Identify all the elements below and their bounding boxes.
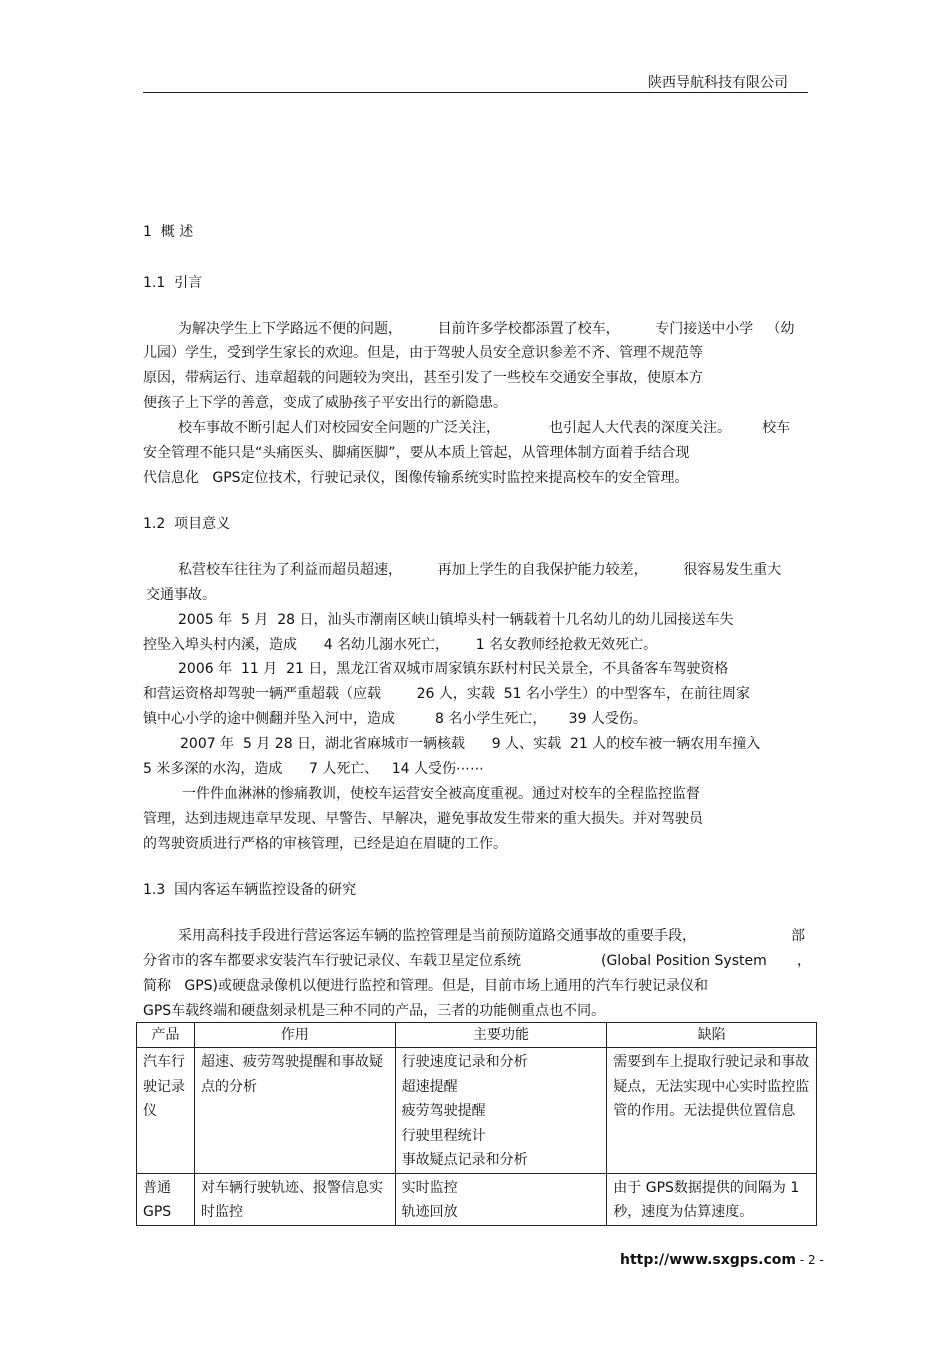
body-text-line: 部 <box>791 928 805 944</box>
product-cell: 普通GPS <box>137 1173 195 1225</box>
body-text-line: 简称 GPS)或硬盘录像机以便进行监控和管理。但是，目前市场上通用的汽车行驶记录仪和 <box>143 978 708 994</box>
body-text-line: 管理，达到违规违章早发现、早警告、早解决，避免事故发生带来的重大损失。并对驾驶员 <box>143 811 703 827</box>
table-header-cell: 作用 <box>194 1023 395 1048</box>
section-heading: 1.1 引言 <box>143 275 203 291</box>
function-item: 行驶里程统计 <box>401 1127 486 1144</box>
body-text-line: 镇中心小学的途中侧翻并坠入河中，造成 8 名小学生死亡， 39 人受伤。 <box>143 711 647 727</box>
body-text-line: 控坠入埠头村内溪，造成 4 名幼儿溺水死亡， 1 名女教师经抢救无效死亡。 <box>143 637 658 653</box>
function-item: 行驶速度记录和分析 <box>401 1054 528 1070</box>
role-cell: 超速、疲劳驾驶提醒和事故疑点的分析 <box>194 1048 395 1174</box>
body-text-line: 交通事故。 <box>146 587 216 603</box>
body-text-line: 2007 年 5 月 28 日，湖北省麻城市一辆核载 9 人、实载 21 人的校车被一辆农用车撞入 <box>180 736 761 752</box>
product-cell: 汽车行驶记录仪 <box>137 1048 195 1174</box>
body-text-line: ， <box>797 953 811 969</box>
body-text-line: 原因，带病运行、违章超载的问题较为突出，甚至引发了一些校车交通安全事故，使原本方 <box>143 370 703 386</box>
body-text-line: 2005 年 5 月 28 日，汕头市潮南区峡山镇埠头村一辆载着十几名幼儿的幼儿园接送车失 <box>178 612 734 628</box>
company-name: 陕西导航科技有限公司 <box>648 75 788 91</box>
body-text-line: 和营运资格却驾驶一辆严重超载（应载 26 人，实载 51 名小学生）的中型客车，在前往周家 <box>143 686 751 702</box>
section-heading: 1.2 项目意义 <box>143 516 231 532</box>
function-item: 实时监控 <box>401 1179 458 1196</box>
body-text-line: 一件件血淋淋的惨痛教训，使校车运营安全被高度重视。通过对校车的全程监控监督 <box>182 786 700 802</box>
body-text-line: 的驾驶资质进行严格的审核管理，已经是迫在眉睫的工作。 <box>143 836 507 852</box>
body-text-line: 儿园）学生，受到学生家长的欢迎。但是，由于驾驶人员安全意识参差不齐、管理不规范等 <box>143 345 703 361</box>
section-heading: 1 概 述 <box>143 224 194 240</box>
table-header-row <box>137 1023 817 1048</box>
functions-cell <box>395 1173 607 1225</box>
body-text-line: 校车事故不断引起人们对校园安全问题的广泛关注， 也引起人大代表的深度关注。 校车 <box>178 420 791 436</box>
product-comparison-table <box>136 1022 817 1226</box>
section-heading: 1.3 国内客运车辆监控设备的研究 <box>143 882 357 898</box>
page-number: - 2 - <box>795 1253 824 1267</box>
page-header <box>143 70 808 93</box>
function-item: 轨迹回放 <box>401 1204 458 1220</box>
function-item: 疲劳驾驶提醒 <box>401 1103 486 1119</box>
role-cell: 对车辆行驶轨迹、报警信息实时监控 <box>194 1173 395 1225</box>
body-text-line: 采用高科技手段进行营运客运车辆的监控管理是当前预防道路交通事故的重要手段， <box>178 928 696 944</box>
body-text-line: 私营校车往往为了利益而超员超速， 再加上学生的自我保护能力较差， 很容易发生重大 <box>178 562 782 578</box>
body-text-line: 分省市的客车都要求安装汽车行驶记录仪、车载卫星定位系统 <box>143 953 521 969</box>
body-text-line: 代信息化 GPS定位技术，行驶记录仪，图像传输系统实时监控来提高校车的安全管理。 <box>143 470 689 486</box>
page-footer <box>620 1252 824 1268</box>
table-header-cell: 主要功能 <box>395 1023 607 1048</box>
body-text-line: GPS车载终端和硬盘刻录机是三种不同的产品，三者的功能侧重点也不同。 <box>143 1003 606 1019</box>
body-text-line: 2006 年 11 月 21 日，黑龙江省双城市周家镇东跃村村民关景全，不具备客车驾驶资格 <box>178 661 729 677</box>
table-row <box>137 1048 817 1174</box>
defect-cell: 需要到车上提取行驶记录和事故疑点，无法实现中心实时监控监管的作用。无法提供位置信息 <box>607 1048 817 1174</box>
body-text-line: 5 米多深的水沟，造成 7 人死亡、 14 人受伤⋯⋯ <box>143 761 485 777</box>
body-text-line: 为解决学生上下学路远不便的问题， 目前许多学校都添置了校车， 专门接送中小学 （幼 <box>178 321 795 337</box>
website-link[interactable]: http://www.sxgps.com <box>620 1252 796 1268</box>
body-text-line: 便孩子上下学的善意，变成了威胁孩子平安出行的新隐患。 <box>143 395 507 411</box>
body-text-line: (Global Position System <box>601 953 767 969</box>
table-header-cell: 产品 <box>137 1023 195 1048</box>
body-text-line: 安全管理不能只是“头痛医头、脚痛医脚”，要从本质上管起，从管理体制方面着手结合现 <box>143 445 690 461</box>
table-header-cell: 缺陷 <box>607 1023 817 1048</box>
defect-cell: 由于 GPS数据提供的间隔为 1 秒，速度为估算速度。 <box>607 1173 817 1225</box>
table-row <box>137 1173 817 1225</box>
function-item: 事故疑点记录和分析 <box>401 1152 528 1168</box>
functions-cell <box>395 1048 607 1174</box>
function-item: 超速提醒 <box>401 1078 458 1095</box>
